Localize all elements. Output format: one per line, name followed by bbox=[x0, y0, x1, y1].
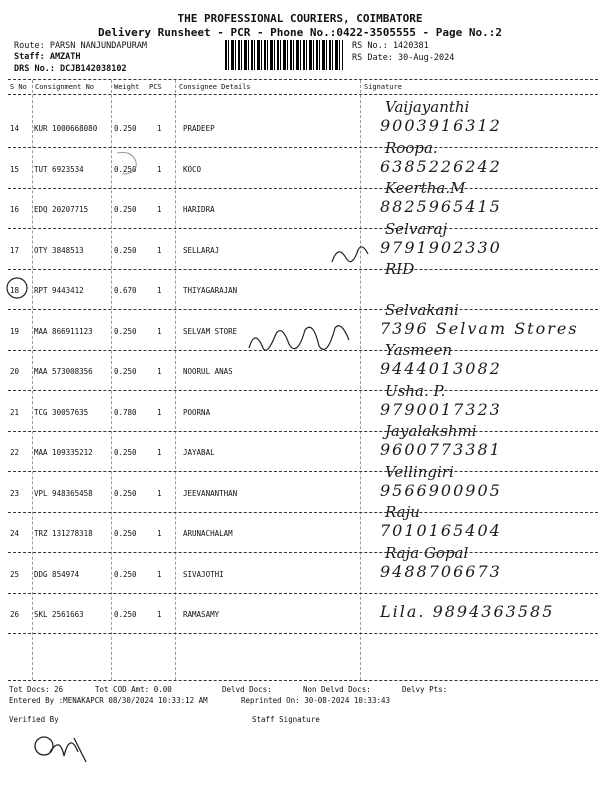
table-top-rule bbox=[8, 79, 598, 80]
row-sno: 19 bbox=[10, 326, 20, 336]
row-signature-name: Usha. P. bbox=[385, 381, 446, 400]
row-pcs: 1 bbox=[157, 326, 162, 336]
row-signature-phone: 9600773381 bbox=[380, 440, 502, 459]
row-signature-name: Vellingiri bbox=[385, 462, 454, 481]
row-divider bbox=[8, 633, 598, 634]
row-pcs: 1 bbox=[157, 610, 162, 619]
row-weight: 0.250 bbox=[114, 164, 137, 174]
row-sno: 26 bbox=[10, 610, 20, 619]
row-consignment: KUR 1000668080 bbox=[34, 124, 98, 133]
row-consignment: EDQ 20207715 bbox=[34, 205, 89, 214]
row-circle-mark bbox=[4, 276, 30, 300]
entered-by: Entered By :MENAKAPCR 08/30/2024 10:33:12 AM bbox=[9, 696, 208, 705]
stamp-mark bbox=[112, 148, 142, 178]
reprinted-on: Reprinted On: 30-08-2024 10:33:43 bbox=[241, 696, 391, 705]
row-divider bbox=[8, 309, 598, 310]
company-title: THE PROFESSIONAL COURIERS, COIMBATORE bbox=[177, 12, 423, 25]
row-consignee: NOORUL ANAS bbox=[183, 367, 233, 376]
row-sno: 23 bbox=[10, 488, 20, 498]
row-consignee: ARUNACHALAM bbox=[183, 529, 233, 538]
row-consignee: JAYABAL bbox=[183, 448, 215, 457]
row-weight: 0.250 bbox=[114, 124, 137, 133]
delivered-docs: Delvd Docs: bbox=[222, 685, 272, 694]
row-consignment: VPL 948365458 bbox=[34, 488, 93, 498]
row-weight: 0.250 bbox=[114, 610, 137, 619]
row-signature-phone: 6385226242 bbox=[380, 156, 502, 176]
row-consignee: PRADEEP bbox=[183, 124, 215, 133]
row-signature-name: Vaijayanthi bbox=[385, 98, 470, 116]
row-pcs: 1 bbox=[157, 407, 162, 417]
row-signature-phone: Lila. 9894363585 bbox=[380, 602, 555, 621]
row-pcs: 1 bbox=[157, 448, 162, 457]
row-divider bbox=[8, 552, 598, 553]
row-signature-phone: 8825965415 bbox=[380, 197, 502, 216]
row-consignee: POORNA bbox=[183, 407, 211, 417]
runsheet-title: Delivery Runsheet - PCR - Phone No.:0422-3505555 - Page No.:2 bbox=[98, 26, 502, 39]
row-divider bbox=[8, 147, 598, 148]
row-consignee: SIVAJOTHI bbox=[183, 569, 224, 579]
col-weight: Weight bbox=[114, 83, 140, 91]
row-signature-name: Raja Gopal bbox=[385, 543, 469, 562]
row-sno: 22 bbox=[10, 448, 20, 457]
row-consignment: MAA 573008356 bbox=[34, 367, 93, 376]
row-sno: 25 bbox=[10, 569, 20, 579]
row-pcs: 1 bbox=[157, 367, 162, 376]
row-consignee: RAMASAMY bbox=[183, 610, 220, 619]
non-delivered-docs: Non Delvd Docs: bbox=[303, 685, 371, 694]
row-consignee: SELVAM STORE bbox=[183, 326, 238, 336]
drs-number: DRS No.: DCJB142038102 bbox=[14, 64, 127, 74]
col-signature: Signature bbox=[364, 83, 402, 91]
row-consignment: OTY 3848513 bbox=[34, 245, 84, 255]
row-sno: 21 bbox=[10, 407, 20, 417]
rs-date: RS Date: 30-Aug-2024 bbox=[352, 53, 455, 63]
row-weight: 0.250 bbox=[114, 488, 137, 498]
row-signature-phone: 9566900905 bbox=[380, 480, 502, 500]
row-pcs: 1 bbox=[157, 488, 162, 498]
row-sno: 18 bbox=[10, 286, 20, 295]
row-signature-phone: 9444013082 bbox=[380, 359, 502, 378]
row-sno: 20 bbox=[10, 367, 20, 376]
row-signature-phone: 9790017323 bbox=[380, 399, 502, 419]
row-divider bbox=[8, 512, 598, 513]
row-consignee: JEEVANANTHAN bbox=[183, 488, 238, 498]
row-consignee: SELLARAJ bbox=[183, 245, 220, 255]
row-weight: 0.250 bbox=[114, 529, 137, 538]
staff-label: Staff: AMZATH bbox=[14, 52, 81, 62]
row-pcs: 1 bbox=[157, 124, 162, 133]
row-pcs: 1 bbox=[157, 245, 162, 255]
row-consignment: RPT 9443412 bbox=[34, 286, 84, 295]
row-sno: 17 bbox=[10, 245, 20, 255]
row-weight: 0.250 bbox=[114, 569, 137, 579]
row-pcs: 1 bbox=[157, 164, 162, 174]
row-sno: 15 bbox=[10, 164, 20, 174]
row-signature-name: Keertha.M bbox=[385, 179, 466, 197]
row-signature-phone: 9003916312 bbox=[380, 116, 502, 135]
row-weight: 0.780 bbox=[114, 407, 137, 417]
col-divider bbox=[360, 80, 361, 680]
barcode bbox=[225, 40, 343, 70]
row-consignment: TRZ 131278318 bbox=[34, 529, 93, 538]
row-weight: 0.250 bbox=[114, 326, 137, 336]
row-consignment: DDG 854974 bbox=[34, 569, 80, 579]
row-divider bbox=[8, 471, 598, 472]
row-consignment: MAA 109335212 bbox=[34, 448, 93, 457]
verified-by: Verified By bbox=[9, 715, 59, 724]
col-sno: S No bbox=[10, 83, 27, 91]
row-consignment: TCG 30057635 bbox=[34, 407, 89, 417]
row-signature-name: RID bbox=[385, 260, 415, 278]
row-consignment: TUT 6923534 bbox=[34, 164, 84, 174]
row-divider bbox=[8, 269, 598, 270]
delivery-points: Delvy Pts: bbox=[402, 685, 448, 694]
row-sno: 16 bbox=[10, 205, 20, 214]
signature-scribble bbox=[245, 318, 360, 366]
row-signature-phone: 7396 Selvam Stores bbox=[380, 318, 579, 338]
row-signature-phone: 7010165404 bbox=[380, 521, 502, 540]
rs-number: RS No.: 1420381 bbox=[352, 41, 429, 51]
row-sno: 24 bbox=[10, 529, 20, 538]
row-weight: 0.250 bbox=[114, 245, 137, 255]
table-header-rule bbox=[8, 94, 598, 95]
total-cod: Tot COD Amt: 0.00 bbox=[95, 685, 172, 694]
signature-scribble bbox=[330, 240, 370, 270]
row-divider bbox=[8, 390, 598, 391]
row-signature-name: Raju bbox=[385, 503, 420, 521]
col-consignment: Consignment No bbox=[35, 83, 95, 91]
row-pcs: 1 bbox=[157, 205, 162, 214]
col-consignee: Consignee Details bbox=[179, 83, 251, 91]
route-label: Route: PARSN NANJUNDAPURAM bbox=[14, 41, 148, 51]
verifier-signature bbox=[30, 728, 90, 768]
row-consignee: KOCO bbox=[183, 164, 202, 174]
row-signature-name: Roopa. bbox=[385, 138, 438, 157]
staff-signature: Staff Signature bbox=[252, 715, 320, 724]
row-weight: 0.250 bbox=[114, 367, 137, 376]
row-divider bbox=[8, 188, 598, 189]
footer-rule bbox=[8, 680, 598, 681]
row-weight: 0.250 bbox=[114, 205, 137, 214]
col-divider bbox=[32, 80, 33, 680]
row-consignment: MAA 866911123 bbox=[34, 326, 93, 336]
row-weight: 0.670 bbox=[114, 286, 137, 295]
row-signature-phone: 9488706673 bbox=[380, 561, 502, 581]
row-divider bbox=[8, 431, 598, 432]
col-pcs: PCS bbox=[149, 83, 162, 91]
row-signature-name: Selvaraj bbox=[385, 219, 448, 238]
row-divider bbox=[8, 593, 598, 594]
row-consignment: SKL 2561663 bbox=[34, 610, 84, 619]
row-pcs: 1 bbox=[157, 529, 162, 538]
row-signature-name: Selvakani bbox=[385, 300, 459, 319]
total-docs: Tot Docs: 26 bbox=[9, 685, 64, 694]
row-pcs: 1 bbox=[157, 569, 162, 579]
col-divider bbox=[175, 80, 176, 680]
row-weight: 0.250 bbox=[114, 448, 137, 457]
row-signature-name: Yasmeen bbox=[385, 341, 453, 359]
row-signature-name: Jayalakshmi bbox=[385, 422, 477, 440]
row-signature-phone: 9791902330 bbox=[380, 237, 502, 257]
row-consignee: HARIDRA bbox=[183, 205, 215, 214]
row-pcs: 1 bbox=[157, 286, 162, 295]
row-sno: 14 bbox=[10, 124, 20, 133]
row-consignee: THIYAGARAJAN bbox=[183, 286, 238, 295]
row-divider bbox=[8, 228, 598, 229]
